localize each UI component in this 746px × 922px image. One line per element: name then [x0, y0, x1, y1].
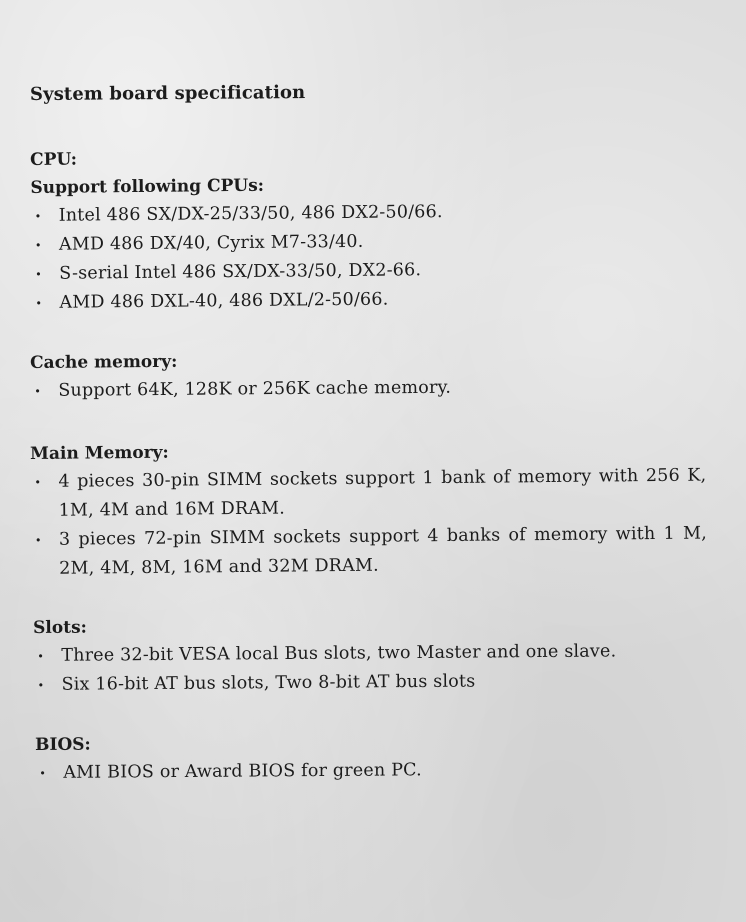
cpu-subheading: Support following CPUs: — [30, 175, 265, 198]
list-item: • Six 16-bit AT bus slots, Two 8-bit AT bus slots — [33, 666, 723, 700]
bios-heading: BIOS: — [35, 734, 91, 755]
list-item: • Three 32-bit VESA local Bus slots, two Master and one slave. — [33, 637, 723, 671]
slots-heading: Slots: — [33, 617, 87, 638]
slots-list — [33, 637, 723, 700]
list-item: • S-serial Intel 486 SX/DX-33/50, DX2-66. — [31, 253, 721, 289]
list-item: • 4 pieces 30-pin SIMM sockets support 1 bank of memory with 256 K, 1M, 4M and 16M DRAM. — [30, 462, 707, 526]
cpu-heading: CPU: — [30, 149, 78, 170]
cache-section — [30, 344, 720, 406]
cpu-list — [31, 195, 722, 318]
list-item: • Intel 486 SX/DX-25/33/50, 486 DX2-50/66. — [31, 195, 721, 231]
bios-section — [35, 726, 725, 788]
list-item: • AMD 486 DX/40, Cyrix M7-33/40. — [31, 224, 721, 260]
cpu-section — [30, 139, 722, 318]
slots-section — [33, 609, 724, 700]
page-title: System board specification — [29, 82, 306, 105]
bios-list — [35, 754, 725, 788]
main-memory-list — [30, 462, 707, 584]
cache-heading: Cache memory: — [30, 351, 178, 373]
cache-list — [30, 372, 720, 406]
main-memory-section — [30, 434, 707, 584]
list-item: • AMI BIOS or Award BIOS for green PC. — [35, 754, 725, 788]
list-item: • 3 pieces 72-pin SIMM sockets support 4 banks of memory with 1 M, 2M, 4M, 8M, 16M and 32M DRAM. — [31, 520, 708, 584]
list-item: • Support 64K, 128K or 256K cache memory. — [30, 372, 720, 406]
main-memory-heading: Main Memory: — [30, 442, 169, 464]
list-item: • AMD 486 DXL-40, 486 DXL/2-50/66. — [31, 282, 721, 318]
